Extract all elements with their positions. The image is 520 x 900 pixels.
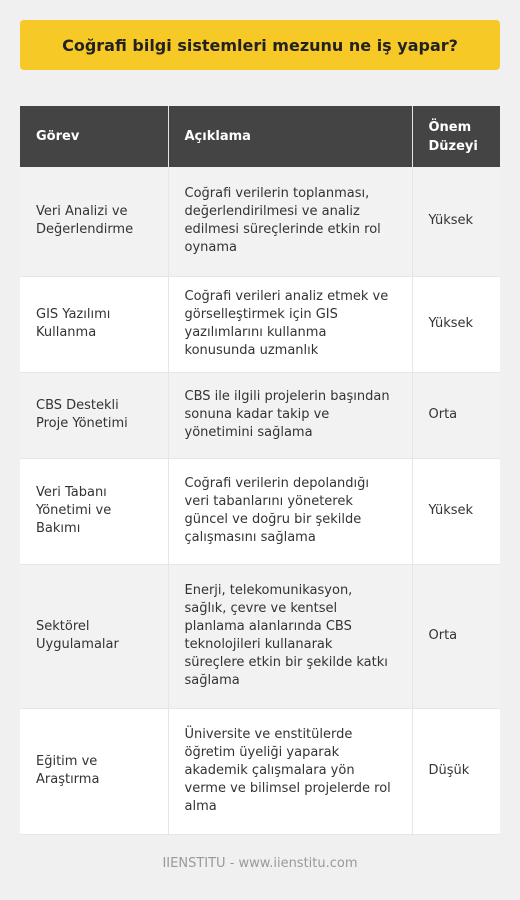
task-cell: GIS Yazılımı Kullanma: [20, 276, 168, 372]
description-cell: Coğrafi verileri analiz etmek ve görselleştirmek için GIS yazılımlarını kullanma konusunda uzmanlık: [168, 276, 412, 372]
tasks-table: [20, 106, 500, 835]
description-cell: Üniversite ve enstitülerde öğretim üyeliği yaparak akademik çalışmalara yön verme ve bilimsel projelerde rol alma: [168, 708, 412, 834]
description-cell: Coğrafi verilerin depolandığı veri tabanlarını yöneterek güncel ve doğru bir şekilde çalışmasını sağlama: [168, 458, 412, 564]
importance-cell: Orta: [412, 372, 500, 458]
table-row: [20, 708, 500, 834]
importance-cell: Yüksek: [412, 276, 500, 372]
table-row: [20, 276, 500, 372]
table-row: [20, 458, 500, 564]
table-row: [20, 372, 500, 458]
page-title: Coğrafi bilgi sistemleri mezunu ne iş yapar?: [62, 35, 458, 55]
table-row: [20, 564, 500, 708]
description-cell: Enerji, telekomunikasyon, sağlık, çevre ve kentsel planlama alanlarında CBS teknolojileri kullanarak süreçlere etkin bir şekilde katkı sağlama: [168, 564, 412, 708]
table-row: [20, 167, 500, 276]
footer-credit: IIENSTITU - www.iienstitu.com: [162, 856, 358, 871]
task-cell: Veri Tabanı Yönetimi ve Bakımı: [20, 458, 168, 564]
task-cell: Veri Analizi ve Değerlendirme: [20, 167, 168, 276]
header-importance: Önem Düzeyi: [428, 119, 478, 154]
description-cell: CBS ile ilgili projelerin başından sonuna kadar takip ve yönetimini sağlama: [168, 372, 412, 458]
table-header-row: [20, 106, 500, 167]
header-task: Görev: [20, 106, 168, 167]
importance-cell: Yüksek: [412, 458, 500, 564]
importance-cell: Yüksek: [412, 167, 500, 276]
task-cell: CBS Destekli Proje Yönetimi: [20, 372, 168, 458]
title-banner: [20, 20, 500, 70]
description-cell: Coğrafi verilerin toplanması, değerlendirilmesi ve analiz edilmesi süreçlerinde etkin rol oynama: [168, 167, 412, 276]
header-description: Açıklama: [168, 106, 412, 167]
task-cell: Eğitim ve Araştırma: [20, 708, 168, 834]
importance-cell: Düşük: [412, 708, 500, 834]
task-cell: Sektörel Uygulamalar: [20, 564, 168, 708]
importance-cell: Orta: [412, 564, 500, 708]
